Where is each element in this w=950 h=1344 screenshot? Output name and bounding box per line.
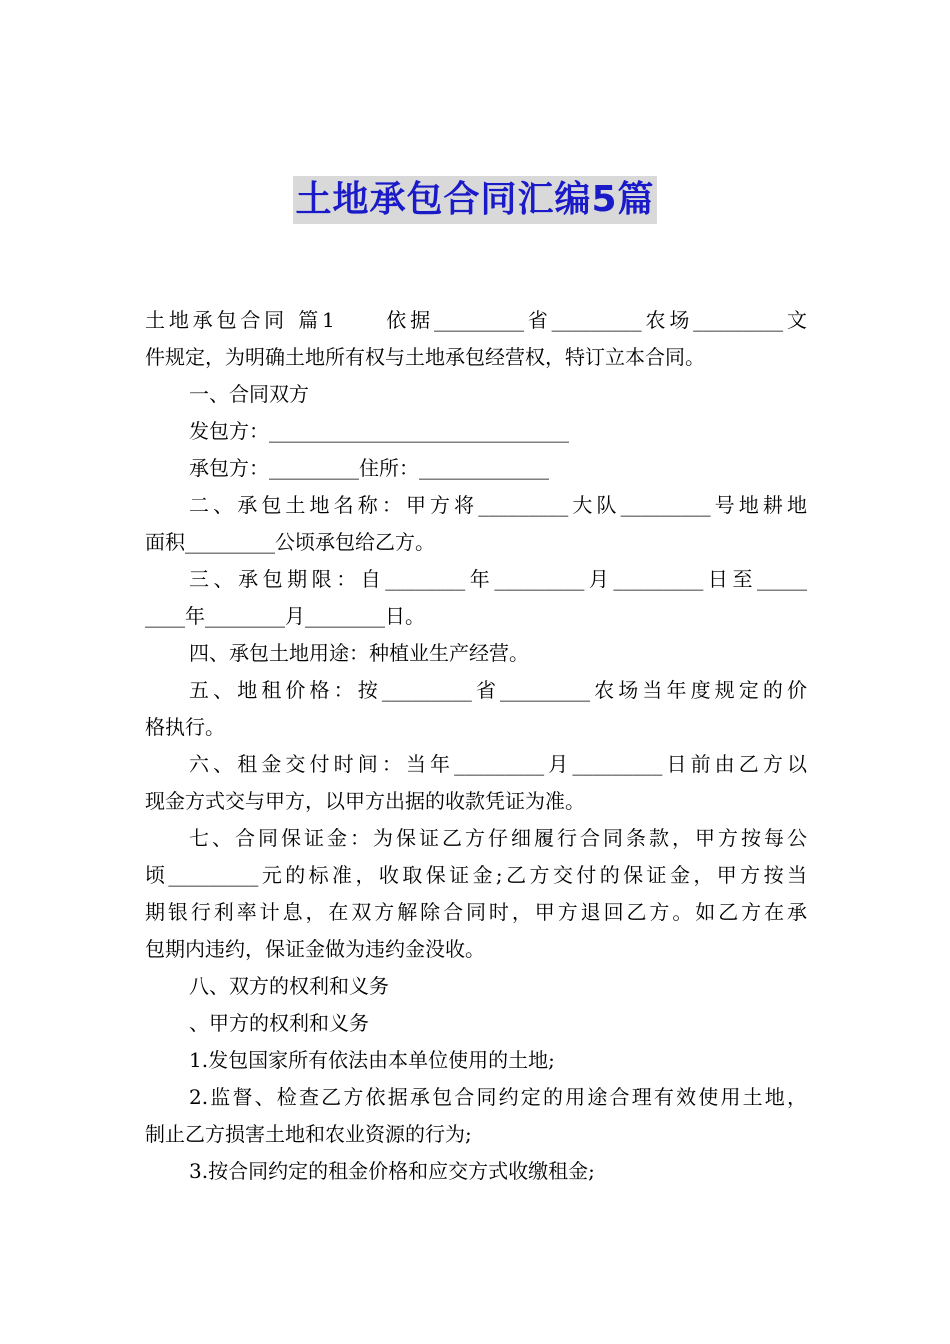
- title-container: [0, 176, 950, 224]
- paragraph-line: 六、租金交付时间：当年_________月_________日前由乙方以: [189, 752, 807, 776]
- paragraph-line: 四、承包土地用途：种植业生产经营。: [189, 641, 529, 665]
- list-item: 1.发包国家所有依法由本单位使用的土地;: [189, 1048, 555, 1072]
- paragraph-line: 二、承包土地名称：甲方将_________大队_________号地耕地: [189, 493, 807, 517]
- list-item: 2.监督、检查乙方依据承包合同约定的用途合理有效使用土地，: [189, 1085, 807, 1109]
- list-item: 3.按合同约定的租金价格和应交方式收缴租金;: [189, 1159, 595, 1183]
- paragraph-line: 五、地租价格：按_________省_________农场当年度规定的价: [189, 678, 807, 702]
- paragraph-line: 顷_________元的标准，收取保证金;乙方交付的保证金，甲方按当: [145, 863, 807, 887]
- paragraph-line: 包期内违约，保证金做为违约金没收。: [145, 937, 485, 961]
- paragraph-line: 现金方式交与甲方，以甲方出据的收款凭证为准。: [145, 789, 585, 813]
- paragraph-line: 承包方：_________住所：_____________: [189, 456, 549, 480]
- paragraph-line: 七、合同保证金：为保证乙方仔细履行合同条款，甲方按每公: [189, 826, 807, 850]
- paragraph-line: 三、承包期限：自________年_________月_________日至_____: [189, 567, 807, 591]
- paragraph-line: 件规定，为明确土地所有权与土地承包经营权，特订立本合同。: [145, 345, 705, 369]
- section-heading: 八、双方的权利和义务: [189, 974, 389, 998]
- paragraph-line: 制止乙方损害土地和农业资源的行为;: [145, 1122, 472, 1146]
- paragraph-line: 土地承包合同 篇1 依据_________省_________农场_________文: [145, 308, 807, 332]
- document-title: 土地承包合同汇编5篇: [293, 176, 656, 224]
- paragraph-line: ____年________月________日。: [145, 604, 425, 628]
- section-heading: 、甲方的权利和义务: [189, 1011, 369, 1035]
- paragraph-line: 期银行利率计息，在双方解除合同时，甲方退回乙方。如乙方在承: [145, 900, 807, 924]
- paragraph-line: 面积_________公顷承包给乙方。: [145, 530, 435, 554]
- section-heading: 一、合同双方: [189, 382, 309, 406]
- document-body: [145, 302, 807, 1190]
- paragraph-line: 发包方：______________________________: [189, 419, 569, 443]
- paragraph-line: 格执行。: [145, 715, 225, 739]
